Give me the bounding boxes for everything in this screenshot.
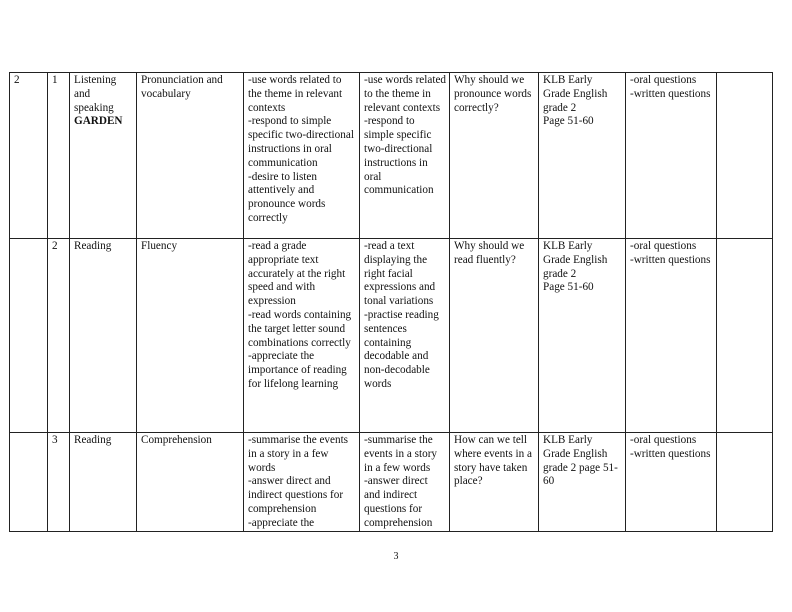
learning-experiences-cell bbox=[360, 239, 450, 433]
week-cell bbox=[10, 73, 48, 239]
lesson-cell bbox=[48, 239, 70, 433]
learning-outcomes-cell bbox=[244, 73, 360, 239]
week-cell bbox=[10, 433, 48, 532]
strand-theme-text: GARDEN bbox=[74, 115, 123, 128]
lesson-cell bbox=[48, 73, 70, 239]
key-inquiry-cell bbox=[450, 433, 539, 532]
learning-outcomes-cell bbox=[244, 433, 360, 532]
learning-experiences-text: -use words related to the theme in relevant contexts -respond to simple specific two-directional instructions in oral communication bbox=[364, 74, 447, 197]
assessment-text: -oral questions -written questions bbox=[630, 74, 711, 100]
resources-cell bbox=[539, 433, 626, 532]
learning-outcomes-cell bbox=[244, 239, 360, 433]
strand-cell bbox=[70, 433, 137, 532]
learning-outcomes-text: -read a grade appropriate text accurately at the right speed and with expression -read words containing the target letter sound combinations correctly -appreciate the importance of reading for lifelong learning bbox=[248, 240, 352, 390]
lesson-text: 1 bbox=[52, 74, 58, 86]
key-inquiry-text: Why should we read fluently? bbox=[454, 240, 525, 266]
strand-text: Reading bbox=[74, 434, 112, 446]
sub-strand-text: Pronunciation and vocabulary bbox=[141, 74, 223, 100]
resources-cell bbox=[539, 73, 626, 239]
strand-cell bbox=[70, 239, 137, 433]
table-row bbox=[10, 433, 773, 532]
learning-outcomes-text: -use words related to the theme in relevant contexts -respond to simple specific two-directional instructions in oral communication -desire to listen attentively and pronounce words correctly bbox=[248, 74, 354, 224]
sub-strand-text: Fluency bbox=[141, 240, 178, 252]
learning-experiences-cell bbox=[360, 73, 450, 239]
assessment-text: -oral questions -written questions bbox=[630, 240, 711, 266]
table-row bbox=[10, 73, 773, 239]
resources-text: KLB Early Grade English grade 2 page 51-60 bbox=[543, 434, 618, 488]
remarks-cell bbox=[717, 433, 773, 532]
sub-strand-cell bbox=[137, 239, 244, 433]
learning-experiences-text: -summarise the events in a story in a few words -answer direct and indirect questions for comprehension bbox=[364, 434, 438, 529]
lesson-cell bbox=[48, 433, 70, 532]
lesson-text: 3 bbox=[52, 434, 58, 446]
table-row bbox=[10, 239, 773, 433]
key-inquiry-cell bbox=[450, 239, 539, 433]
scheme-of-work-table bbox=[9, 72, 773, 532]
resources-cell bbox=[539, 239, 626, 433]
sub-strand-text: Comprehension bbox=[141, 434, 212, 446]
learning-experiences-cell bbox=[360, 433, 450, 532]
remarks-cell bbox=[717, 73, 773, 239]
assessment-text: -oral questions -written questions bbox=[630, 434, 711, 460]
key-inquiry-cell bbox=[450, 73, 539, 239]
week-cell bbox=[10, 239, 48, 433]
page-number: 3 bbox=[393, 551, 399, 562]
assessment-cell bbox=[626, 73, 717, 239]
assessment-cell bbox=[626, 433, 717, 532]
remarks-cell bbox=[717, 239, 773, 433]
key-inquiry-text: How can we tell where events in a story have taken place? bbox=[454, 434, 532, 488]
strand-cell bbox=[70, 73, 137, 239]
week-text: 2 bbox=[14, 74, 20, 86]
assessment-cell bbox=[626, 239, 717, 433]
sub-strand-cell bbox=[137, 433, 244, 532]
resources-text: KLB Early Grade English grade 2 Page 51-60 bbox=[543, 240, 608, 294]
sub-strand-cell bbox=[137, 73, 244, 239]
resources-text: KLB Early Grade English grade 2 Page 51-60 bbox=[543, 74, 608, 128]
lesson-text: 2 bbox=[52, 240, 58, 252]
strand-text: Listening and speaking bbox=[74, 74, 117, 114]
learning-outcomes-text: -summarise the events in a story in a few words -answer direct and indirect questions for comprehension -appreciate the bbox=[248, 434, 349, 529]
learning-experiences-text: -read a text displaying the right facial expressions and tonal variations -practise reading sentences containing decodable and non-decodable words bbox=[364, 240, 439, 390]
key-inquiry-text: Why should we pronounce words correctly? bbox=[454, 74, 532, 114]
strand-text: Reading bbox=[74, 240, 112, 252]
